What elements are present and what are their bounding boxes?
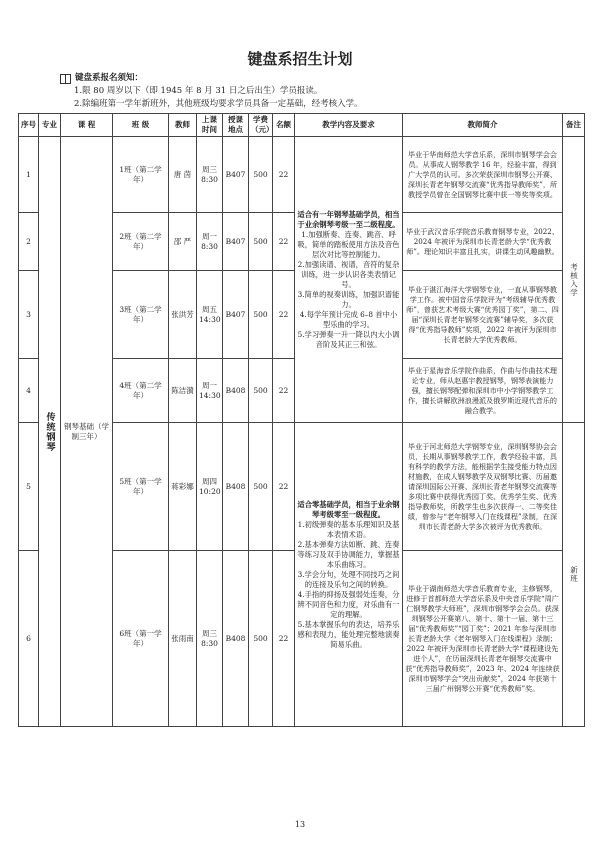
note-line-1: 1.限 80 周岁以下（即 1945 年 8 月 31 日之后出生）学员报读。 — [74, 86, 323, 96]
teacher-intro: 毕业于星海音乐学院作曲系，作曲与作曲技术理论专业，师从赵惠宇教授钢琴，钢琴表演能力强，擅长钢琴配弹和深圳市中小学钢琴教学工作，擅长讲解欧洲浪漫派及俄罗斯近现代音乐的融合教学。 — [403, 359, 563, 423]
fee-cell: 500 — [249, 359, 273, 423]
fee-cell: 500 — [249, 213, 273, 271]
col-header: 备注 — [563, 114, 585, 137]
room-cell: B408 — [223, 551, 249, 727]
row-number: 3 — [19, 271, 39, 359]
course-cell: 钢琴基础（学制三年） — [61, 137, 113, 727]
col-header: 上课时间 — [197, 114, 223, 137]
content-requirements-a — [295, 137, 403, 423]
content-item: 4.手指的抑扬及强弱处连奏，分辨不同音色和力度，对乐曲有一定的理解。 — [297, 589, 400, 619]
notes-heading — [60, 72, 363, 85]
row-number: 6 — [19, 551, 39, 727]
col-header: 授课地点 — [223, 114, 249, 137]
enrollment-table — [18, 113, 585, 727]
col-header: 教学内容及要求 — [295, 114, 403, 137]
room-cell: B407 — [223, 213, 249, 271]
remark-cell: 考核入学 — [563, 137, 585, 423]
room-cell: B407 — [223, 271, 249, 359]
content-lead: 适合零基础学员，相当于业余钢琴考级零至一级程度。 — [297, 499, 400, 519]
fee-cell: 500 — [249, 137, 273, 213]
header-row — [19, 114, 585, 137]
fee-cell: 500 — [249, 271, 273, 359]
class-cell: 6班（第一学年） — [113, 551, 169, 727]
time-cell: 周三 8:30 — [197, 137, 223, 213]
teacher-intro: 毕业于河北师范大学钢琴专业，深圳钢琴协会会员，长期从事钢琴教学工作，教学经验丰富，具有科学的教学方法，能根据学生接受能力特点因材施教，在成人钢琴教学及双钢琴比赛、历届邀请深圳国际公开赛、深圳长青老年钢琴交流赛等多项比赛中获得优秀园丁奖、优秀学生奖、优秀指导教师奖，所教学生也多次获得一、二等奖佳绩，曾参与“老年钢琴入门在线课程”录制，在深圳市长青老龄大学多次被评为优秀教师。 — [403, 423, 563, 551]
registration-notes — [60, 72, 363, 111]
room-cell: B407 — [223, 137, 249, 213]
col-header: 专业 — [39, 114, 61, 137]
quota-cell: 22 — [273, 551, 295, 727]
teacher-cell: 陈洁漪 — [169, 359, 197, 423]
teacher-cell: 蒋彩娜 — [169, 423, 197, 551]
col-header: 班 级 — [113, 114, 169, 137]
quota-cell: 22 — [273, 213, 295, 271]
class-cell: 1班（第二学年） — [113, 137, 169, 213]
row-number: 5 — [19, 423, 39, 551]
quota-cell: 22 — [273, 271, 295, 359]
col-header: 学费（元） — [249, 114, 273, 137]
notes-heading-text: 键盘系报名须知： — [75, 73, 144, 83]
time-cell: 周五 14:30 — [197, 271, 223, 359]
teacher-intro: 毕业于武汉音乐学院音乐教育钢琴专业，2022、2024 年被评为深圳市长青老龄大学“优秀教师”。理论知识丰富且扎实，讲课生动风趣幽默。 — [403, 213, 563, 271]
content-item: 2.基本弹奏方法如断、跳、连奏等练习及双手协调能力，掌握基本乐曲练习。 — [297, 539, 400, 569]
class-cell: 3班（第二学年） — [113, 271, 169, 359]
content-requirements-b — [295, 423, 403, 727]
content-item: 5.学习弹奏一升一降以内大小调音阶及其正三和弦。 — [297, 329, 400, 349]
teacher-cell: 邵 严 — [169, 213, 197, 271]
content-item: 1.加强断奏、连奏、跳音、呼吸，简单的踏板使用方法及音色层次对比等控制能力。 — [297, 229, 400, 259]
teacher-intro: 毕业于华南师范大学音乐系，深圳市钢琴学会会员。从事成人钢琴教学 16 年，经验丰富，得到广大学员的认可。多次荣获深圳市钢琴公开赛、深圳长青老年钢琴交流赛“优秀指导教师奖”，所教授学员曾在全国钢琴比赛中获一等奖等奖项。 — [403, 137, 563, 213]
content-item: 2.加强读谱、视谱，音符的复杂训练，进一步认识各类表情记号。 — [297, 259, 400, 289]
class-cell: 4班（第二学年） — [113, 359, 169, 423]
content-item: 1.初级弹奏的基本乐理知识及基本表情术语。 — [297, 519, 400, 539]
table-row — [19, 137, 585, 213]
class-cell: 2班（第二学年） — [113, 213, 169, 271]
quota-cell: 22 — [273, 137, 295, 213]
teacher-cell: 唐 茵 — [169, 137, 197, 213]
row-number: 1 — [19, 137, 39, 213]
content-item: 3.简单的视奏训练，加强识谱能力。 — [297, 289, 400, 309]
room-cell: B408 — [223, 423, 249, 551]
page-title: 键盘系招生计划 — [247, 50, 353, 68]
fee-cell: 500 — [249, 423, 273, 551]
fee-cell: 500 — [249, 551, 273, 727]
time-cell: 周一 14:30 — [197, 359, 223, 423]
content-item: 3.学会分句，处理不同技巧之间的连接及乐句之间的转换。 — [297, 569, 400, 589]
teacher-cell: 张洪芳 — [169, 271, 197, 359]
row-number: 4 — [19, 359, 39, 423]
col-header: 教师 — [169, 114, 197, 137]
quota-cell: 22 — [273, 423, 295, 551]
note-line-2: 2.除编班第一学年新班外，其他班级均要求学员具备一定基础，经考核入学。 — [74, 99, 363, 109]
remark-cell: 新班 — [563, 423, 585, 727]
book-icon — [60, 74, 71, 84]
room-cell: B408 — [223, 359, 249, 423]
content-lead: 适合有一年钢琴基础学员，相当于业余钢琴考级一至二级程度。 — [297, 209, 400, 229]
major-cell: 传统钢琴 — [39, 137, 61, 727]
teacher-intro: 毕业于湖南师范大学音乐教育专业，主修钢琴，进修于首都师范大学音乐系及中央音乐学院“周广仁钢琴教学大师班”，深圳市钢琴学会会员。获深圳钢琴公开赛第八、第十、第十一届、第十三届“优秀教师奖”“园丁奖”；2021 年参与深圳市长青老龄大学《老年钢琴入门在线课程》录制；2022 年被评为深圳市长青老龄大学“课程建设先进个人”，在历届深圳长青老年钢琴交流赛中获“优秀指导教师奖”，2023 年、2024 年连续获深圳市钢琴学会“突出贡献奖”，2024 年获第十三届广州钢琴公开赛“优秀教师”奖。 — [403, 551, 563, 727]
content-item: 5.基本掌握乐句的表达，培养乐感和表现力，能处理完整地演奏简易乐曲。 — [297, 619, 400, 649]
row-number: 2 — [19, 213, 39, 271]
col-header: 名额 — [273, 114, 295, 137]
quota-cell: 22 — [273, 359, 295, 423]
teacher-intro: 毕业于湛江海洋大学钢琴专业，一直从事钢琴教学工作。被中国音乐学院评为“考级辅导优秀教师”，曾获艺术考级大赛“优秀园丁奖”，第二、四届“深圳长青老年钢琴交流赛”辅导奖，多次获得“优秀指导教师”奖项，2022 年被评为深圳市长青老龄大学优秀教师。 — [403, 271, 563, 359]
time-cell: 周三 8:30 — [197, 551, 223, 727]
col-header: 序号 — [19, 114, 39, 137]
col-header: 课 程 — [61, 114, 113, 137]
page-number: 13 — [294, 820, 306, 829]
time-cell: 周四 10:20 — [197, 423, 223, 551]
time-cell: 周一 8:30 — [197, 213, 223, 271]
teacher-cell: 张雨南 — [169, 551, 197, 727]
content-item: 4.每学年预计完成 6–8 首中小型乐曲的学习。 — [299, 309, 398, 329]
col-header: 教师简介 — [403, 114, 563, 137]
class-cell: 5班（第一学年） — [113, 423, 169, 551]
